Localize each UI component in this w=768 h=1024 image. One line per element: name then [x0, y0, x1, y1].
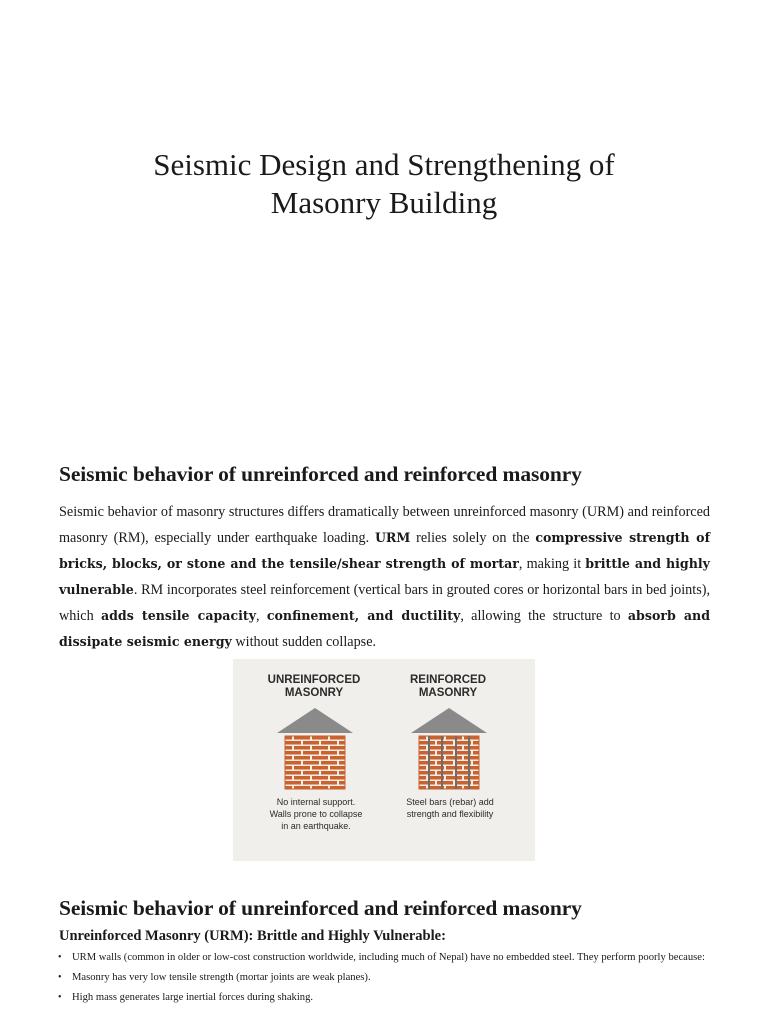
unreinforced-house-icon	[275, 705, 355, 791]
list-item: • High mass generates large inertial forces during shaking.	[58, 992, 718, 1004]
reinforced-label-line-2: MASONRY	[418, 687, 478, 699]
paragraph-text: Seismic behavior of masonry structures differs dramatically between unreinforced masonry (URM) and reinforced masonry (RM), especially under earthquake loading.	[59, 504, 710, 546]
unreinforced-caption	[251, 796, 381, 832]
paragraph-text: without sudden collapse.	[231, 634, 377, 650]
unreinforced-caption-line-2: Walls prone to collapse	[269, 809, 363, 819]
reinforced-caption-line-2: strength and flexibility	[406, 809, 494, 819]
reinforced-label	[388, 674, 508, 700]
paragraph-bold: brittle and highly vulnerable	[59, 556, 711, 597]
unreinforced-caption-line-1: No internal support.	[276, 797, 356, 807]
urm-subheading: Unreinforced Masonry (URM): Brittle and Highly Vulnerable:	[59, 928, 446, 944]
paragraph-bold: compressive strength of bricks, blocks, or stone and the tensile/shear strength of mortar	[59, 530, 710, 571]
paragraph-bold: URM	[374, 530, 411, 545]
reinforced-house-icon	[409, 705, 489, 791]
section-heading-2: Seismic behavior of unreinforced and reinforced masonry	[59, 896, 582, 920]
masonry-comparison-figure	[233, 659, 535, 861]
reinforced-caption	[385, 796, 515, 820]
paragraph-bold: confinement, and ductility	[266, 608, 461, 623]
list-item: • Masonry has very low tensile strength (mortar joints are weak planes).	[58, 972, 718, 984]
unreinforced-label-line-1: UNREINFORCED	[267, 674, 361, 686]
unreinforced-label	[254, 674, 374, 700]
title-line-1: Seismic Design and Strengthening of	[153, 147, 615, 182]
paragraph-bold: absorb and dissipate seismic energy	[59, 608, 711, 649]
paragraph-text: . RM incorporates steel reinforcement (vertical bars in grouted cores or horizontal bars in bed joints), which	[59, 582, 710, 624]
title-line-2: Masonry Building	[270, 185, 498, 220]
reinforced-caption-line-1: Steel bars (rebar) add	[406, 797, 494, 807]
paragraph-text: , making it	[518, 556, 586, 572]
paragraph-text: relies solely on the	[410, 530, 536, 546]
body-paragraph	[59, 499, 710, 655]
reinforced-label-line-1: REINFORCED	[409, 674, 487, 686]
bullet-list	[58, 952, 718, 1012]
paragraph-text: , allowing the structure to	[460, 608, 628, 624]
unreinforced-label-line-2: MASONRY	[284, 687, 344, 699]
paragraph-bold: adds tensile capacity	[100, 608, 257, 623]
unreinforced-caption-line-3: in an earthquake.	[281, 821, 351, 831]
section-heading: Seismic behavior of unreinforced and reinforced masonry	[59, 462, 582, 486]
list-item: • URM walls (common in older or low-cost construction worldwide, including much of Nepal) have no embedded steel. They perform poorly because:	[58, 952, 718, 964]
document-title	[0, 146, 768, 222]
paragraph-text: ,	[256, 608, 267, 624]
